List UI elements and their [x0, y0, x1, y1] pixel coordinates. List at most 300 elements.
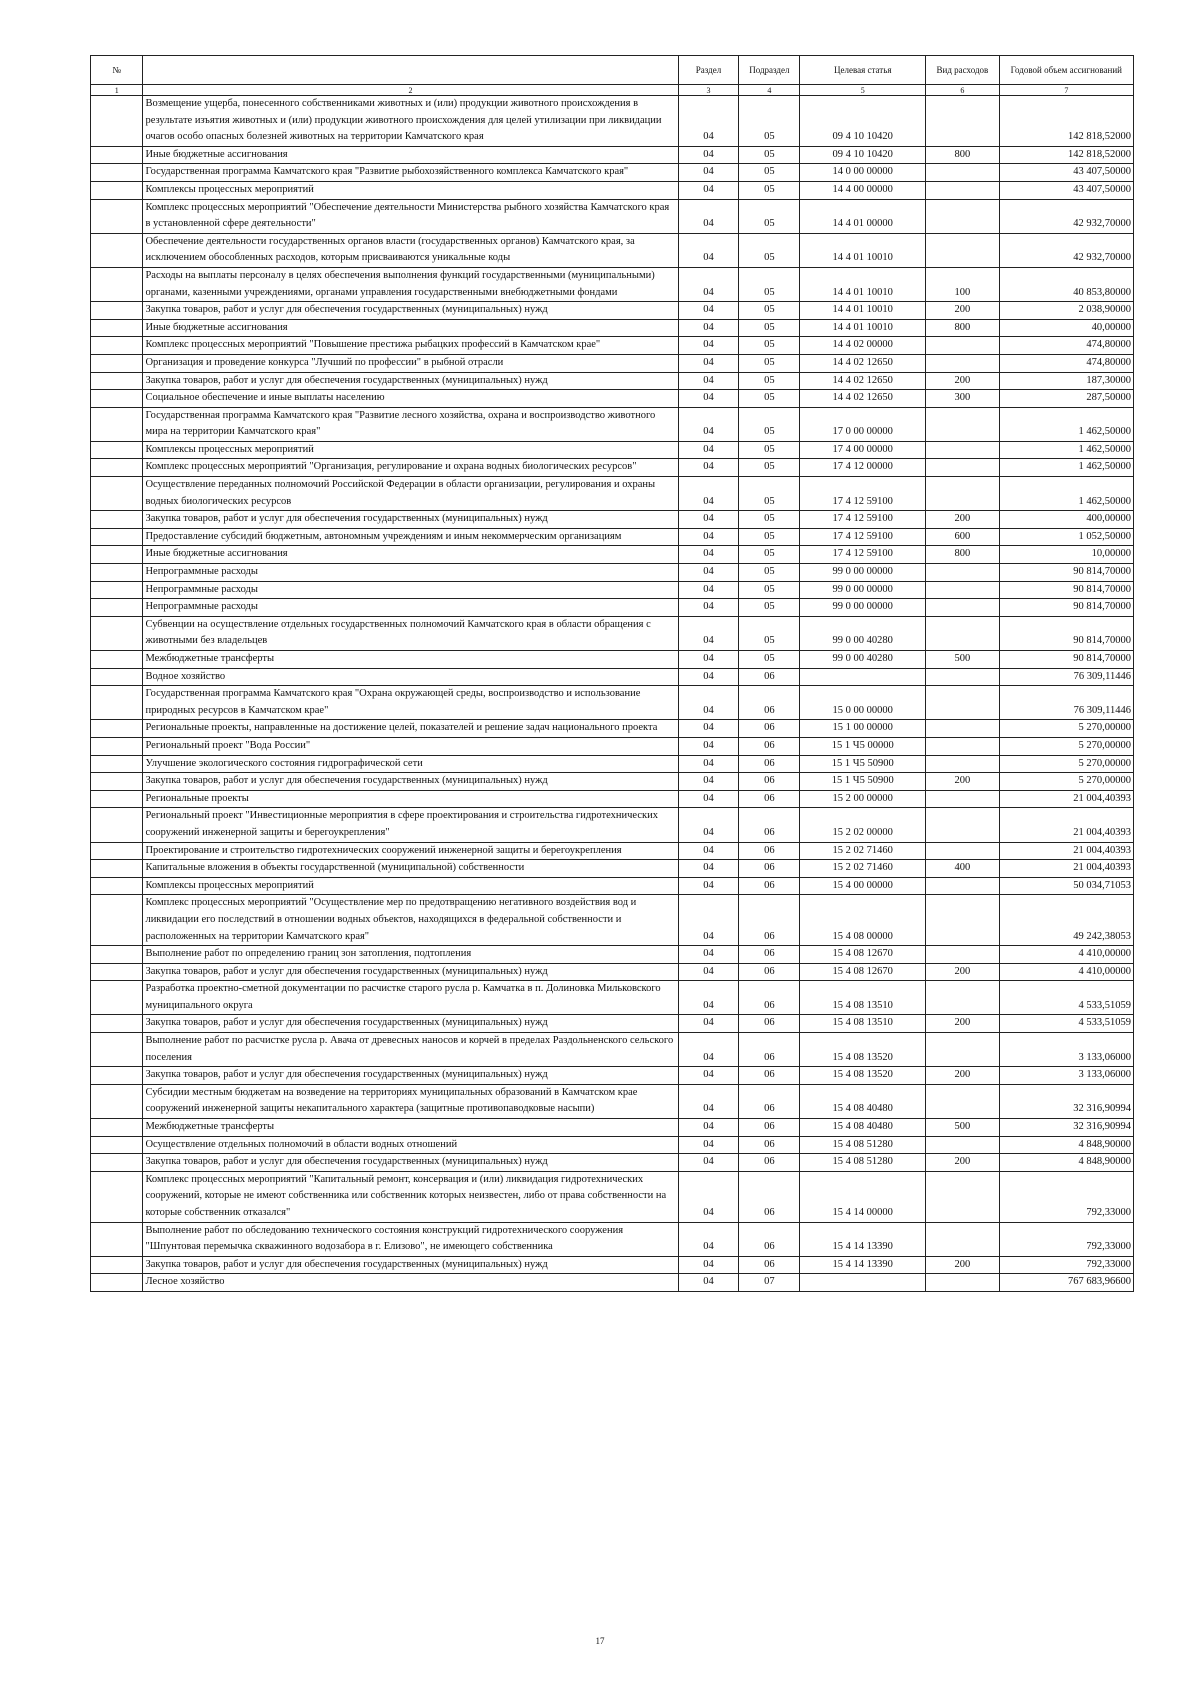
cell-num [91, 946, 143, 964]
cell-num [91, 546, 143, 564]
cell-num [91, 407, 143, 441]
cell-amount: 4 533,51059 [999, 1015, 1133, 1033]
cell-description: Выполнение работ по расчистке русла р. Авача от древесных наносов и корчей в пределах Раздольненского сельского поселения [143, 1033, 678, 1067]
cell-num [91, 233, 143, 267]
cell-target: 15 4 00 00000 [800, 877, 926, 895]
cell-target: 14 4 00 00000 [800, 181, 926, 199]
table-row [91, 407, 1134, 441]
cell-kind [926, 842, 999, 860]
cell-target: 15 4 08 13510 [800, 981, 926, 1015]
cell-target: 14 4 01 10010 [800, 233, 926, 267]
cell-target: 99 0 00 00000 [800, 599, 926, 617]
cell-podrazdel: 06 [739, 668, 800, 686]
cell-razdel: 04 [678, 860, 739, 878]
cell-razdel: 04 [678, 407, 739, 441]
cell-num [91, 773, 143, 791]
table-row [91, 860, 1134, 878]
cell-kind [926, 164, 999, 182]
cell-amount: 3 133,06000 [999, 1067, 1133, 1085]
cell-amount: 474,80000 [999, 354, 1133, 372]
cell-num [91, 1274, 143, 1292]
cell-kind [926, 407, 999, 441]
cell-target: 15 4 08 51280 [800, 1154, 926, 1172]
table-row [91, 581, 1134, 599]
table-row [91, 199, 1134, 233]
cell-amount: 49 242,38053 [999, 895, 1133, 946]
cell-razdel: 04 [678, 146, 739, 164]
cell-num [91, 877, 143, 895]
cell-razdel: 04 [678, 372, 739, 390]
cell-description: Региональные проекты [143, 790, 678, 808]
cell-kind: 200 [926, 963, 999, 981]
cell-kind [926, 737, 999, 755]
cell-podrazdel: 06 [739, 1171, 800, 1222]
cell-kind [926, 181, 999, 199]
table-row [91, 651, 1134, 669]
cell-description: Осуществление отдельных полномочий в области водных отношений [143, 1136, 678, 1154]
cell-num [91, 511, 143, 529]
cell-kind [926, 616, 999, 650]
cell-podrazdel: 06 [739, 981, 800, 1015]
cell-amount: 43 407,50000 [999, 164, 1133, 182]
cell-num [91, 302, 143, 320]
cell-description: Региональный проект "Вода России" [143, 737, 678, 755]
cell-razdel: 04 [678, 233, 739, 267]
table-row [91, 842, 1134, 860]
cell-kind: 500 [926, 651, 999, 669]
cell-podrazdel: 06 [739, 860, 800, 878]
cell-num [91, 181, 143, 199]
cell-razdel: 04 [678, 267, 739, 301]
cell-num [91, 581, 143, 599]
cell-razdel: 04 [678, 877, 739, 895]
cell-razdel: 04 [678, 1154, 739, 1172]
cell-razdel: 04 [678, 511, 739, 529]
cell-amount: 90 814,70000 [999, 616, 1133, 650]
cell-kind: 800 [926, 319, 999, 337]
cell-amount: 42 932,70000 [999, 199, 1133, 233]
cell-razdel: 04 [678, 319, 739, 337]
cell-podrazdel: 05 [739, 372, 800, 390]
cell-razdel: 04 [678, 686, 739, 720]
cell-description: Субсидии местным бюджетам на возведение на территориях муниципальных образований в Камчатском крае сооружений инженерной защиты некапитального характера (защитные противопаводковые насыпи) [143, 1084, 678, 1118]
cell-kind: 800 [926, 546, 999, 564]
cell-razdel: 04 [678, 720, 739, 738]
cell-amount: 400,00000 [999, 511, 1133, 529]
cell-description: Государственная программа Камчатского края "Развитие лесного хозяйства, охрана и воспроизводство животного мира на территории Камчатского края" [143, 407, 678, 441]
cell-kind [926, 808, 999, 842]
cell-num [91, 963, 143, 981]
cell-target: 14 4 01 10010 [800, 302, 926, 320]
cell-razdel: 04 [678, 581, 739, 599]
cell-target: 15 0 00 00000 [800, 686, 926, 720]
cell-num [91, 1084, 143, 1118]
cell-podrazdel: 05 [739, 616, 800, 650]
cell-amount: 21 004,40393 [999, 842, 1133, 860]
cell-amount: 90 814,70000 [999, 564, 1133, 582]
cell-description: Закупка товаров, работ и услуг для обеспечения государственных (муниципальных) нужд [143, 1256, 678, 1274]
cell-num [91, 1015, 143, 1033]
cell-podrazdel: 06 [739, 1154, 800, 1172]
table-row [91, 755, 1134, 773]
cell-podrazdel: 06 [739, 720, 800, 738]
table-row [91, 337, 1134, 355]
table-row [91, 96, 1134, 147]
cell-target: 14 0 00 00000 [800, 164, 926, 182]
cell-description: Организация и проведение конкурса "Лучший по профессии" в рыбной отрасли [143, 354, 678, 372]
cell-kind: 200 [926, 1154, 999, 1172]
cell-description: Иные бюджетные ассигнования [143, 319, 678, 337]
table-row [91, 1171, 1134, 1222]
header-row [91, 56, 1134, 85]
cell-razdel: 04 [678, 441, 739, 459]
cell-kind [926, 564, 999, 582]
cell-target: 99 0 00 00000 [800, 581, 926, 599]
header-podrazdel: Подраздел [739, 56, 800, 85]
cell-kind: 100 [926, 267, 999, 301]
cell-num [91, 267, 143, 301]
cell-num [91, 1154, 143, 1172]
cell-amount: 21 004,40393 [999, 860, 1133, 878]
cell-num [91, 755, 143, 773]
cell-razdel: 04 [678, 1171, 739, 1222]
table-row [91, 720, 1134, 738]
cell-num [91, 668, 143, 686]
cell-description: Лесное хозяйство [143, 1274, 678, 1292]
cell-razdel: 04 [678, 354, 739, 372]
table-row [91, 963, 1134, 981]
cell-razdel: 04 [678, 773, 739, 791]
cell-podrazdel: 05 [739, 199, 800, 233]
cell-description: Комплексы процессных мероприятий [143, 441, 678, 459]
cell-kind [926, 686, 999, 720]
cell-amount: 21 004,40393 [999, 808, 1133, 842]
table-row [91, 1274, 1134, 1292]
cell-amount: 142 818,52000 [999, 96, 1133, 147]
cell-amount: 1 052,50000 [999, 528, 1133, 546]
cell-amount: 5 270,00000 [999, 773, 1133, 791]
cell-description: Выполнение работ по обследованию технического состояния конструкций гидротехнического сооружения "Шпунтовая перемычка скважинного водозабора в г. Елизово", не имеющего собственника [143, 1222, 678, 1256]
table-row [91, 981, 1134, 1015]
cell-num [91, 164, 143, 182]
cell-description: Комплексы процессных мероприятий [143, 181, 678, 199]
cell-target: 99 0 00 40280 [800, 651, 926, 669]
cell-description: Государственная программа Камчатского края "Охрана окружающей среды, воспроизводство и использование природных ресурсов в Камчатском крае" [143, 686, 678, 720]
cell-razdel: 04 [678, 981, 739, 1015]
cell-description: Улучшение экологического состояния гидрографической сети [143, 755, 678, 773]
cell-num [91, 720, 143, 738]
cell-num [91, 1033, 143, 1067]
cell-target: 15 4 08 12670 [800, 963, 926, 981]
cell-target: 15 2 00 00000 [800, 790, 926, 808]
cell-podrazdel: 05 [739, 390, 800, 408]
cell-razdel: 04 [678, 477, 739, 511]
cell-num [91, 319, 143, 337]
cell-kind [926, 720, 999, 738]
table-row [91, 895, 1134, 946]
cell-podrazdel: 05 [739, 477, 800, 511]
header-kind: Вид расходов [926, 56, 999, 85]
cell-kind [926, 1274, 999, 1292]
cell-razdel: 04 [678, 668, 739, 686]
header-number: 6 [926, 85, 999, 96]
cell-razdel: 04 [678, 546, 739, 564]
cell-podrazdel: 05 [739, 407, 800, 441]
cell-kind: 200 [926, 511, 999, 529]
cell-amount: 5 270,00000 [999, 720, 1133, 738]
cell-podrazdel: 05 [739, 599, 800, 617]
table-row [91, 1067, 1134, 1085]
cell-amount: 90 814,70000 [999, 651, 1133, 669]
cell-num [91, 686, 143, 720]
cell-description: Закупка товаров, работ и услуг для обеспечения государственных (муниципальных) нужд [143, 1067, 678, 1085]
cell-amount: 5 270,00000 [999, 755, 1133, 773]
cell-description: Государственная программа Камчатского края "Развитие рыбохозяйственного комплекса Камчатского края" [143, 164, 678, 182]
cell-target: 14 4 01 10010 [800, 319, 926, 337]
header-number: 7 [999, 85, 1133, 96]
cell-podrazdel: 06 [739, 1015, 800, 1033]
cell-description: Региональный проект "Инвестиционные мероприятия в сфере проектирования и строительства гидротехнических сооружений инженерной защиты и берегоукрепления" [143, 808, 678, 842]
cell-description: Субвенции на осуществление отдельных государственных полномочий Камчатского края в области обращения с животными без владельцев [143, 616, 678, 650]
cell-num [91, 1067, 143, 1085]
table-row [91, 877, 1134, 895]
cell-kind: 200 [926, 1067, 999, 1085]
cell-podrazdel: 05 [739, 267, 800, 301]
table-row [91, 546, 1134, 564]
cell-target: 99 0 00 00000 [800, 564, 926, 582]
header-number: 5 [800, 85, 926, 96]
table-row [91, 477, 1134, 511]
cell-amount: 40 853,80000 [999, 267, 1133, 301]
cell-num [91, 895, 143, 946]
cell-num [91, 459, 143, 477]
cell-num [91, 616, 143, 650]
cell-podrazdel: 06 [739, 963, 800, 981]
cell-target: 14 4 01 00000 [800, 199, 926, 233]
cell-kind [926, 877, 999, 895]
cell-razdel: 04 [678, 963, 739, 981]
cell-kind [926, 199, 999, 233]
cell-razdel: 04 [678, 946, 739, 964]
cell-podrazdel: 06 [739, 755, 800, 773]
cell-razdel: 04 [678, 1015, 739, 1033]
cell-description: Комплекс процессных мероприятий "Капитальный ремонт, консервация и (или) ликвидация гидротехнических сооружений, которые не имеют собственника или собственник которых неизвестен, либо от права собственности на которые собственник отказался" [143, 1171, 678, 1222]
cell-num [91, 477, 143, 511]
table-row [91, 319, 1134, 337]
cell-kind [926, 233, 999, 267]
cell-amount: 142 818,52000 [999, 146, 1133, 164]
cell-razdel: 04 [678, 199, 739, 233]
cell-razdel: 04 [678, 1084, 739, 1118]
cell-razdel: 04 [678, 164, 739, 182]
cell-target: 17 4 00 00000 [800, 441, 926, 459]
table-row [91, 1256, 1134, 1274]
cell-podrazdel: 05 [739, 441, 800, 459]
cell-target: 17 4 12 00000 [800, 459, 926, 477]
cell-podrazdel: 05 [739, 511, 800, 529]
cell-podrazdel: 05 [739, 651, 800, 669]
table-row [91, 164, 1134, 182]
cell-kind [926, 946, 999, 964]
table-row [91, 390, 1134, 408]
table-row [91, 233, 1134, 267]
cell-description: Водное хозяйство [143, 668, 678, 686]
cell-razdel: 04 [678, 1119, 739, 1137]
cell-description: Комплексы процессных мероприятий [143, 877, 678, 895]
cell-amount: 4 410,00000 [999, 963, 1133, 981]
cell-description: Закупка товаров, работ и услуг для обеспечения государственных (муниципальных) нужд [143, 1154, 678, 1172]
cell-kind [926, 1222, 999, 1256]
cell-description: Выполнение работ по определению границ зон затопления, подтопления [143, 946, 678, 964]
header-number-row [91, 85, 1134, 96]
cell-razdel: 04 [678, 1222, 739, 1256]
cell-target: 15 4 08 40480 [800, 1084, 926, 1118]
cell-amount: 792,33000 [999, 1171, 1133, 1222]
cell-description: Капитальные вложения в объекты государственной (муниципальной) собственности [143, 860, 678, 878]
cell-kind [926, 668, 999, 686]
cell-description: Проектирование и строительство гидротехнических сооружений инженерной защиты и берегоукрепления [143, 842, 678, 860]
table-row [91, 511, 1134, 529]
cell-target: 15 1 Ч5 50900 [800, 755, 926, 773]
cell-description: Расходы на выплаты персоналу в целях обеспечения выполнения функций государственными (муниципальными) органами, казенными учреждениями, органами управления государственными внебюджетными фондами [143, 267, 678, 301]
cell-description: Социальное обеспечение и иные выплаты населению [143, 390, 678, 408]
table-row [91, 146, 1134, 164]
cell-target: 14 4 02 12650 [800, 390, 926, 408]
cell-amount: 40,00000 [999, 319, 1133, 337]
header-number: 3 [678, 85, 739, 96]
cell-description: Иные бюджетные ассигнования [143, 546, 678, 564]
header-target: Целевая статья [800, 56, 926, 85]
cell-target: 15 4 14 13390 [800, 1222, 926, 1256]
cell-kind [926, 96, 999, 147]
cell-razdel: 04 [678, 96, 739, 147]
cell-kind: 200 [926, 372, 999, 390]
cell-num [91, 1256, 143, 1274]
cell-num [91, 790, 143, 808]
cell-amount: 792,33000 [999, 1256, 1133, 1274]
header-amount: Годовой объем ассигнований [999, 56, 1133, 85]
table-row [91, 441, 1134, 459]
cell-num [91, 860, 143, 878]
cell-kind: 200 [926, 302, 999, 320]
cell-description: Закупка товаров, работ и услуг для обеспечения государственных (муниципальных) нужд [143, 773, 678, 791]
cell-num [91, 146, 143, 164]
cell-podrazdel: 06 [739, 1067, 800, 1085]
cell-num [91, 1171, 143, 1222]
cell-amount: 4 410,00000 [999, 946, 1133, 964]
cell-kind [926, 599, 999, 617]
cell-amount: 767 683,96600 [999, 1274, 1133, 1292]
cell-description: Непрограммные расходы [143, 581, 678, 599]
cell-amount: 42 932,70000 [999, 233, 1133, 267]
cell-razdel: 04 [678, 790, 739, 808]
cell-razdel: 04 [678, 895, 739, 946]
cell-description: Межбюджетные трансферты [143, 1119, 678, 1137]
cell-kind: 600 [926, 528, 999, 546]
cell-kind [926, 459, 999, 477]
cell-target: 15 1 Ч5 50900 [800, 773, 926, 791]
table-row [91, 616, 1134, 650]
cell-razdel: 04 [678, 1136, 739, 1154]
cell-num [91, 651, 143, 669]
cell-podrazdel: 05 [739, 337, 800, 355]
cell-target: 14 4 02 12650 [800, 372, 926, 390]
cell-razdel: 04 [678, 1256, 739, 1274]
cell-kind: 200 [926, 773, 999, 791]
cell-description: Закупка товаров, работ и услуг для обеспечения государственных (муниципальных) нужд [143, 511, 678, 529]
cell-num [91, 96, 143, 147]
cell-target: 14 4 02 00000 [800, 337, 926, 355]
cell-kind [926, 790, 999, 808]
cell-razdel: 04 [678, 842, 739, 860]
cell-num [91, 981, 143, 1015]
cell-razdel: 04 [678, 599, 739, 617]
cell-num [91, 808, 143, 842]
cell-target: 09 4 10 10420 [800, 96, 926, 147]
cell-description: Закупка товаров, работ и услуг для обеспечения государственных (муниципальных) нужд [143, 302, 678, 320]
cell-podrazdel: 06 [739, 1119, 800, 1137]
cell-amount: 32 316,90994 [999, 1119, 1133, 1137]
table-row [91, 1084, 1134, 1118]
cell-kind [926, 477, 999, 511]
cell-razdel: 04 [678, 528, 739, 546]
cell-target: 15 4 14 13390 [800, 1256, 926, 1274]
table-row [91, 790, 1134, 808]
cell-target: 15 4 08 13520 [800, 1033, 926, 1067]
cell-target: 15 4 08 40480 [800, 1119, 926, 1137]
table-row [91, 354, 1134, 372]
table-row [91, 773, 1134, 791]
cell-description: Иные бюджетные ассигнования [143, 146, 678, 164]
cell-podrazdel: 06 [739, 1033, 800, 1067]
cell-target [800, 668, 926, 686]
cell-amount: 1 462,50000 [999, 441, 1133, 459]
cell-razdel: 04 [678, 737, 739, 755]
cell-kind [926, 441, 999, 459]
cell-kind [926, 337, 999, 355]
cell-kind: 200 [926, 1256, 999, 1274]
cell-razdel: 04 [678, 1067, 739, 1085]
cell-razdel: 04 [678, 564, 739, 582]
cell-target: 15 2 02 71460 [800, 860, 926, 878]
cell-num [91, 1136, 143, 1154]
cell-kind [926, 895, 999, 946]
cell-kind [926, 581, 999, 599]
cell-num [91, 337, 143, 355]
cell-podrazdel: 05 [739, 319, 800, 337]
cell-razdel: 04 [678, 651, 739, 669]
cell-num [91, 199, 143, 233]
cell-amount: 32 316,90994 [999, 1084, 1133, 1118]
cell-kind: 200 [926, 1015, 999, 1033]
table-row [91, 686, 1134, 720]
cell-target: 15 2 02 00000 [800, 808, 926, 842]
cell-podrazdel: 05 [739, 233, 800, 267]
cell-description: Региональные проекты, направленные на достижение целей, показателей и решение задач национального проекта [143, 720, 678, 738]
cell-amount: 90 814,70000 [999, 581, 1133, 599]
cell-amount: 3 133,06000 [999, 1033, 1133, 1067]
table-row [91, 1015, 1134, 1033]
cell-razdel: 04 [678, 1274, 739, 1292]
cell-podrazdel: 05 [739, 181, 800, 199]
cell-podrazdel: 06 [739, 773, 800, 791]
cell-podrazdel: 06 [739, 737, 800, 755]
cell-description: Межбюджетные трансферты [143, 651, 678, 669]
table-body [91, 96, 1134, 1292]
cell-kind: 300 [926, 390, 999, 408]
cell-target: 99 0 00 40280 [800, 616, 926, 650]
cell-amount: 474,80000 [999, 337, 1133, 355]
